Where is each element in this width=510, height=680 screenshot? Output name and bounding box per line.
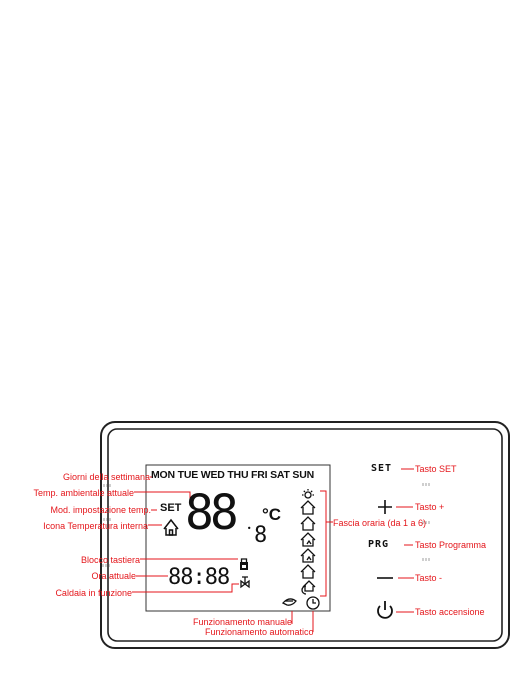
temperature-decimal-digit: 8 [254, 523, 268, 548]
lcd-set-indicator: SET [160, 502, 182, 514]
moon-house-icon [302, 581, 315, 594]
weekday-indicators: MON TUE WED THU FRI SAT SUN [151, 469, 314, 481]
clock-digits: 88:88 [168, 565, 230, 590]
hand-icon [283, 599, 296, 605]
celsius-unit: °C [262, 505, 282, 524]
right-leader-lines [396, 469, 414, 612]
label-days: Giorni della settimana [62, 472, 150, 482]
label-boiler: Caldaia in funzione [55, 588, 132, 598]
decimal-point: ● [248, 525, 251, 530]
clock-icon [307, 597, 319, 609]
label-set-key: Tasto SET [415, 464, 457, 474]
label-plus-key: Tasto + [415, 502, 445, 512]
house-icon [164, 520, 178, 535]
power-button[interactable] [376, 599, 394, 617]
walk-house-icon [301, 533, 315, 546]
label-set-mode: Mod. impostazione temp. [50, 505, 151, 515]
boiler-icon [241, 577, 249, 587]
label-manual: Funzionamento manuale [193, 617, 293, 627]
prg-button[interactable]: PRG [368, 539, 390, 550]
label-minus-key: Tasto - [415, 573, 443, 583]
label-keylock: Blocco tastiera [80, 555, 140, 565]
plus-button[interactable] [375, 497, 395, 517]
label-auto: Funzionamento automatico [205, 627, 314, 637]
sun-house-icon [301, 489, 315, 514]
label-power-key: Tasto accensione [415, 607, 485, 617]
set-button[interactable]: SET [371, 463, 393, 474]
label-internal-temp-icon: Icona Temperatura interna [43, 521, 148, 531]
home-icon-3 [301, 565, 315, 578]
temperature-digits: 88 [185, 485, 235, 541]
minus-button[interactable] [375, 570, 395, 586]
time-band-bracket [320, 491, 326, 596]
label-ambient-temp: Temp. ambientale attuale [33, 488, 134, 498]
home-icon-2 [301, 549, 315, 562]
label-time-band: Fascia oraria (da 1 a 6) [333, 518, 427, 528]
label-current-time: Ora attuale [91, 571, 136, 581]
home-icon-1 [301, 517, 315, 530]
keylock-icon [240, 559, 248, 570]
label-prg-key: Tasto Programma [415, 540, 487, 550]
